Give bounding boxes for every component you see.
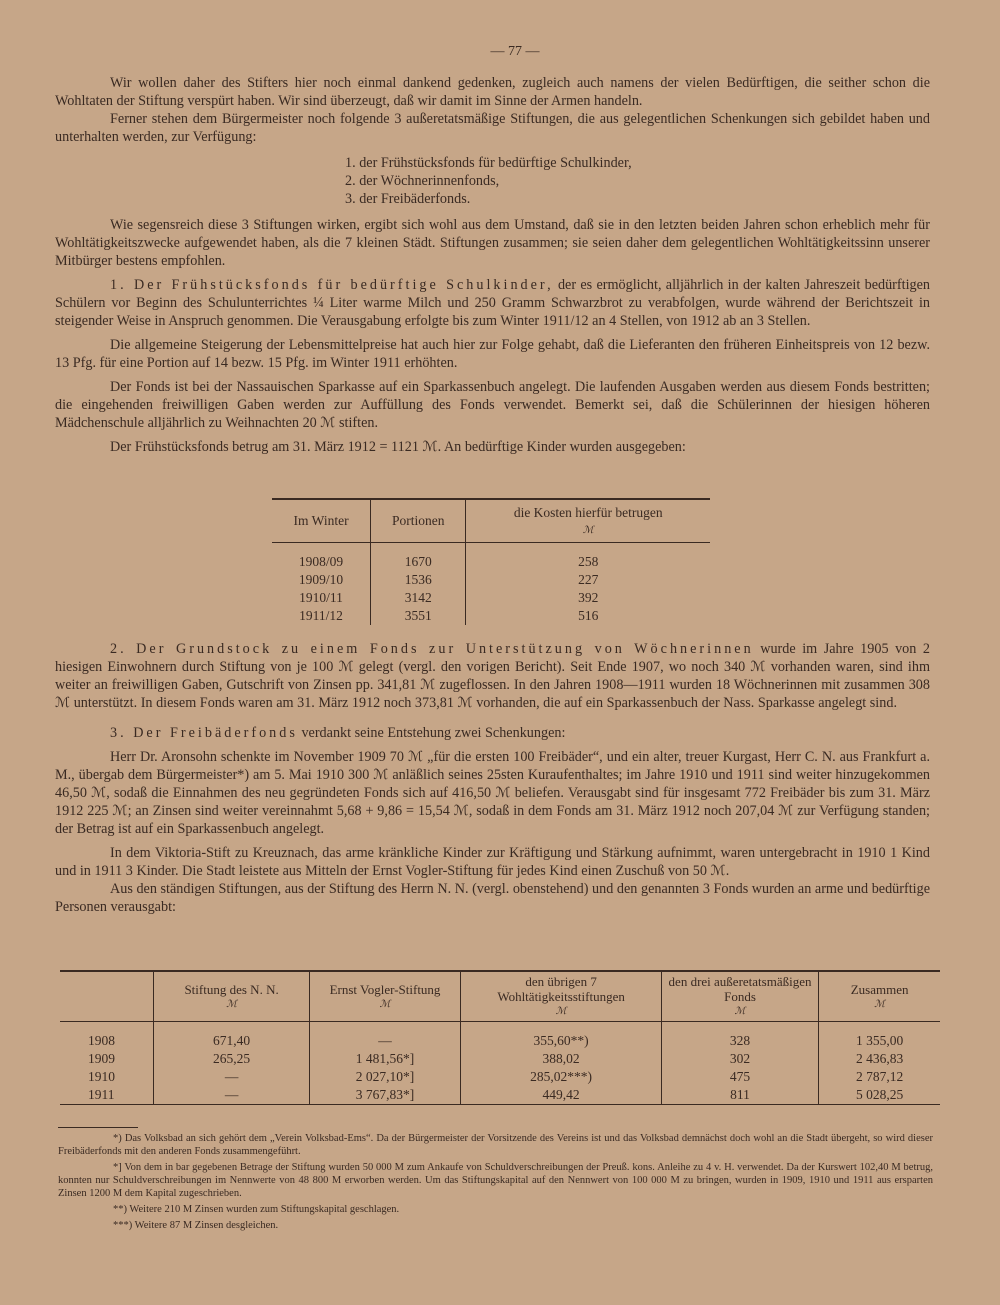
paragraph: Aus den ständigen Stiftungen, aus der Stiftung des Herrn N. N. (vergl. obenstehend) und den genannten 3 Fonds wurden an arme und bedürftige Personen verausgabt: xyxy=(55,881,930,915)
table-row xyxy=(60,1022,940,1051)
table-cell: 811 xyxy=(661,1086,818,1105)
paragraph-text: der es ermöglicht, alljährlich in der kalten Jahreszeit bedürftigen Schülern vor Beginn des Schulunterrichtes ¼ Liter warme Milch und 250 Gramm Schwarzbrot zu verabfolgen, wurde während der Berichtszeit in steigender Weise in Anspruch genommen. Die Verausgabung erfolgte bis zum Winter 1911/12 an 4 Stellen, von 1912 ab an 3 Stellen. xyxy=(55,277,931,329)
table-cell: 3142 xyxy=(371,589,466,607)
table-cell: 449,42 xyxy=(461,1086,662,1105)
unit-label: ℳ xyxy=(379,998,391,1010)
paragraph: Wir wollen daher des Stifters hier noch einmal dankend gedenken, zugleich auch namens der vielen Bedürftigen, die seither schon die Wohltaten der Stiftung verspürt haben. Wir sind überzeugt, daß wir damit im Sinne der Armen handeln. xyxy=(55,75,930,109)
table-cell: 355,60**) xyxy=(461,1022,662,1051)
column-header-text: den übrigen 7 Wohltätigkeitsstiftungen xyxy=(497,974,625,1004)
unit-label: ℳ xyxy=(226,998,237,1010)
column-header-text: Ernst Vogler-Stiftung xyxy=(329,981,441,997)
column-header xyxy=(466,499,710,543)
table-cell: 1909 xyxy=(88,1051,115,1066)
column-header xyxy=(461,971,662,1022)
list-item: 2. der Wöchnerinnenfonds, xyxy=(345,173,500,189)
section-heading: 2. Der Grundstock zu einem Fonds zur Unterstützung von Wöchnerinnen xyxy=(110,641,754,657)
column-header xyxy=(154,971,309,1022)
table-cell: 302 xyxy=(661,1050,818,1068)
footnote: *] Von dem in bar gegebenen Betrage der Stiftung wurden 50 000 M zum Ankaufe von Schuldverschreibungen der Preuß. kons. Anleihe zu 4 v. H. verwendet. Da der Kurswert 102,40 M betrug, konnten nur Schuldverschreibungen im Nennwerte von 48 800 M erworben werden. Um das Stiftungskapital auf den Nennwert von 100 000 M zu bringen, wurden in 1909, 1910 und 1911 aus ersparten Zinsen 1200 M dem Kapital zugeschrieben. xyxy=(58,1162,933,1199)
footnote: **) Weitere 210 M Zinsen wurden zum Stiftungskapital geschlagen. xyxy=(113,1204,400,1215)
table-cell: 1 481,56*] xyxy=(309,1050,461,1068)
table-row xyxy=(272,543,710,572)
paragraph-text: verdankt seine Entstehung zwei Schenkungen: xyxy=(297,725,566,741)
unit-label: ℳ xyxy=(555,1006,567,1017)
paragraph: Herr Dr. Aronsohn schenkte im November 1909 70 ℳ „für die ersten 100 Freibäder“, und ein alter, treuer Kurgast, Herr C. N. aus Frankfurt a. M., übergab dem Bürgermeister*) am 5. Mai 1910 300 ℳ anläßlich seines 25sten Kuraufenthaltes; im Jahre 1910 und 1911 sind weiter hinzugekommen 46,50 ℳ, sodaß die Einnahmen des neu gegründeten Fonds sich auf 416,50 ℳ beliefen. Verausgabt sind für insgesamt 772 Freibäder bis zum 31. März 1912 225 ℳ; an Zinsen sind weiter vereinnahmt 5,68 + 9,86 = 15,54 ℳ, sodaß in dem Fonds am 31. März 1912 noch 207,04 ℳ zur Verfügung standen; der Betrag ist auf ein Sparkassenbuch angelegt. xyxy=(55,749,930,837)
body-text-top xyxy=(55,74,930,456)
footnotes xyxy=(58,1127,933,1235)
unit-label: ℳ xyxy=(734,1006,746,1017)
page-number-text: — 77 — xyxy=(490,44,540,59)
table-cell: 265,25 xyxy=(154,1050,309,1068)
table-cell: 2 436,83 xyxy=(819,1050,940,1068)
section-heading: 1. Der Frühstücksfonds für bedürftige Schulkinder, xyxy=(110,277,554,293)
table-row xyxy=(60,1050,940,1068)
table-cell: 1908/09 xyxy=(298,554,344,569)
table-cell: 5 028,25 xyxy=(819,1086,940,1105)
column-header xyxy=(819,971,940,1022)
table-cell: 2 027,10*] xyxy=(309,1068,461,1086)
table-cell: 227 xyxy=(466,571,710,589)
column-header-text: die Kosten hierfür betrugen xyxy=(513,505,663,520)
paragraph xyxy=(55,724,930,742)
table-cell: 285,02***) xyxy=(461,1068,662,1086)
list-item: 1. der Frühstücksfonds für bedürftige Schulkinder, xyxy=(345,155,632,171)
table-cell: 671,40 xyxy=(154,1022,309,1051)
table-cell: 1911 xyxy=(88,1087,115,1102)
table-cell: 1910 xyxy=(88,1069,115,1084)
table-row xyxy=(60,1068,940,1086)
column-header xyxy=(60,971,154,1022)
column-header-text: Stiftung des N. N. xyxy=(184,981,279,997)
column-header xyxy=(661,971,818,1022)
footnote-divider xyxy=(58,1127,138,1128)
paragraph xyxy=(55,276,930,330)
table-row xyxy=(60,1086,940,1105)
table-cell: 3 767,83*] xyxy=(309,1086,461,1105)
page-number xyxy=(0,44,1000,60)
paragraph: Die allgemeine Steigerung der Lebensmittelpreise hat auch hier zur Folge gehabt, daß die Lieferanten den früheren Einheitspreis von 12 bezw. 13 Pfg. für eine Portion auf 14 bezw. 15 Pfg. im Winter 1911 erhöhten. xyxy=(55,337,930,371)
list-item: 3. der Freibäderfonds. xyxy=(345,191,471,207)
table-cell: 516 xyxy=(466,607,710,625)
table-cell: 1909/10 xyxy=(298,572,344,587)
table-cell: 1910/11 xyxy=(299,590,343,605)
table-row xyxy=(272,607,710,625)
table-cell: 388,02 xyxy=(461,1050,662,1068)
unit-label: ℳ xyxy=(874,998,885,1010)
table-cell: 1911/12 xyxy=(299,608,343,623)
expenditure-table xyxy=(60,970,940,1105)
table-cell: 1670 xyxy=(371,543,466,572)
breakfast-fund-table xyxy=(272,498,710,625)
column-header: Im Winter xyxy=(272,499,371,543)
table-cell: 3551 xyxy=(371,607,466,625)
paragraph: In dem Viktoria-Stift zu Kreuznach, das arme kränkliche Kinder zur Kräftigung und Stärkung aufnimmt, waren untergebracht in 1910 1 Kind und in 1911 3 Kinder. Die Stadt leistete aus Mitteln der Ernst Vogler-Stiftung für jedes Kind einen Zuschuß von 50 ℳ. xyxy=(55,845,930,879)
paragraph xyxy=(55,640,930,712)
footnote: ***) Weitere 87 M Zinsen desgleichen. xyxy=(113,1220,279,1231)
table-cell: 2 787,12 xyxy=(819,1068,940,1086)
footnote: *) Das Volksbad an sich gehört dem „Verein Volksbad-Ems“. Da der Bürgermeister der Vorsitzende des Vereins ist und das Volksbad demnächst doch wohl an die Stadt übergeht, so wird dieser Freibäderfonds mit den anderen Fonds zusammengeführt. xyxy=(58,1133,933,1157)
table-cell: — xyxy=(154,1086,309,1105)
table-cell: 258 xyxy=(466,543,710,572)
unit-label: ℳ xyxy=(582,525,594,536)
table-cell: 475 xyxy=(661,1068,818,1086)
section-heading: 3. Der Freibäderfonds xyxy=(110,725,298,741)
table-cell: 1536 xyxy=(371,571,466,589)
paragraph: Der Fonds ist bei der Nassauischen Sparkasse auf ein Sparkassenbuch angelegt. Die laufenden Ausgaben werden aus diesem Fonds bestritten; die eingehenden freiwilligen Gaben werden zur Auffüllung des Fonds verwendet. Bemerkt sei, daß die Schülerinnen der hiesigen höheren Mädchenschule alljährlich zu Weihnachten 20 ℳ stiften. xyxy=(55,379,930,431)
paragraph: Ferner stehen dem Bürgermeister noch folgende 3 außeretatsmäßige Stiftungen, die aus gelegentlichen Schenkungen sich gebildet haben und unterhalten werden, zur Verfügung: xyxy=(55,111,930,145)
column-header-text: den drei außeretatsmäßigen Fonds xyxy=(668,974,812,1004)
column-header xyxy=(309,971,461,1022)
foundation-list xyxy=(345,154,930,208)
table-cell: 1 355,00 xyxy=(819,1022,940,1051)
table-cell: — xyxy=(154,1068,309,1086)
column-header: Portionen xyxy=(371,499,466,543)
table-cell: — xyxy=(309,1022,461,1051)
paragraph: Wie segensreich diese 3 Stiftungen wirken, ergibt sich wohl aus dem Umstand, daß sie in den letzten beiden Jahren schon erheblich mehr für Wohltätigkeitszwecke aufgewendet haben, als die 7 kleinen Städt. Stiftungen zusammen; sie seien daher dem gelegentlichen Wohltätigkeitssinn unserer Mitbürger bestens empfohlen. xyxy=(55,217,930,269)
table-cell: 328 xyxy=(661,1022,818,1051)
table-cell: 392 xyxy=(466,589,710,607)
body-text-middle xyxy=(55,640,930,916)
paragraph: Der Frühstücksfonds betrug am 31. März 1912 = 1121 ℳ. An bedürftige Kinder wurden ausgegeben: xyxy=(110,439,686,455)
table-row xyxy=(272,589,710,607)
paragraph-text: wurde im Jahre 1905 von 2 hiesigen Einwohnern durch Stiftung von je 100 ℳ gelegt (vergl. den vorigen Bericht). Seit Ende 1907, wo noch 340 ℳ vorhanden waren, sind ihm weiter an freiwilligen Gaben, Gutschrift von Zinsen pp. 341,81 ℳ zugeflossen. In den Jahren 1908—1911 wurden 18 Wöchnerinnen mit zusammen 308 ℳ unterstützt. In diesem Fonds waren am 31. März 1912 noch 373,81 ℳ vorhanden, die auf ein Sparkassenbuch der Nass. Sparkasse angelegt sind. xyxy=(55,641,930,711)
table-cell: 1908 xyxy=(88,1033,115,1048)
column-header-text: Zusammen xyxy=(850,981,909,997)
table-row xyxy=(272,571,710,589)
